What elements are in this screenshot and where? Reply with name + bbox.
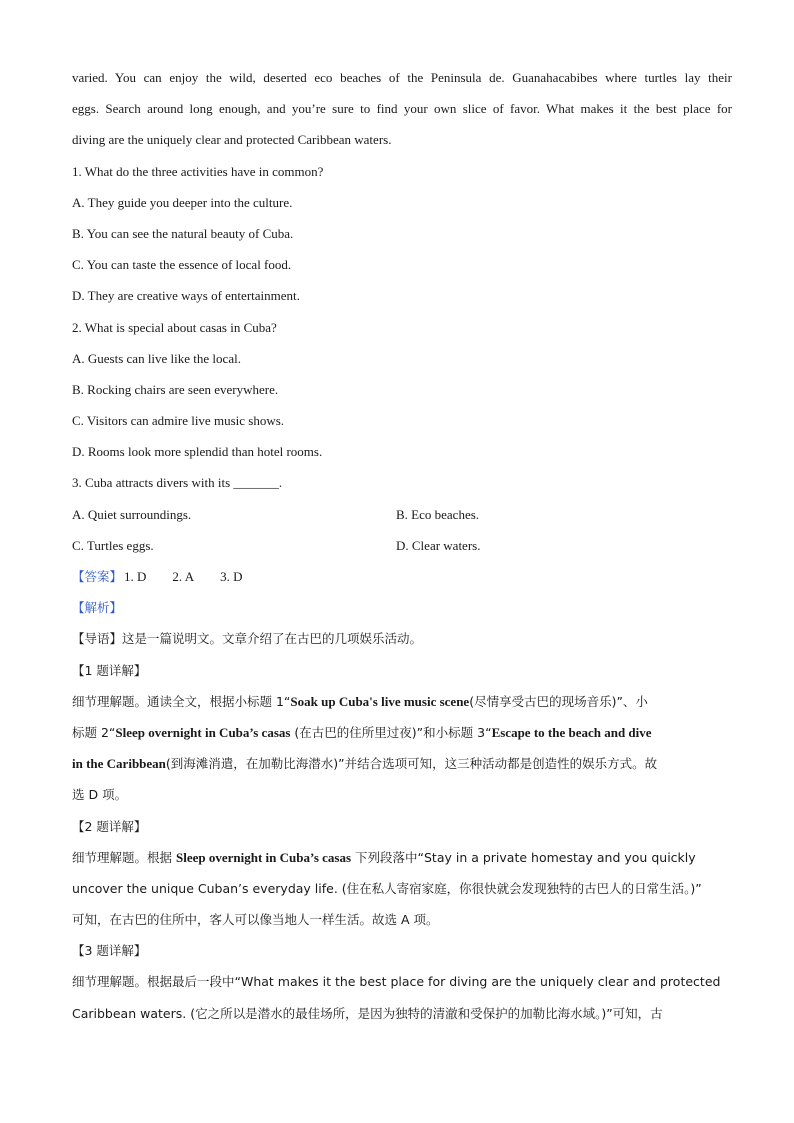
answer-2: 2. A [172, 569, 195, 584]
analysis-label: 【解析】 [72, 600, 123, 616]
detail-2-line-3: 可知，在古巴的住所中，客人可以像当地人一样生活。故选 A 项。 [72, 912, 439, 928]
answer-1: 1. D [124, 569, 147, 584]
question-3-options-row-2 [72, 530, 732, 561]
detail-1-line-1 [72, 686, 732, 717]
detail-1-text: 标题 2“ [72, 724, 116, 740]
answer-3: 3. D [220, 569, 243, 584]
detail-2-line-1 [72, 842, 732, 873]
question-2-option-d: D. Rooms look more splendid than hotel rooms. [72, 444, 323, 460]
detail-2-text: 细节理解题。根据 [72, 849, 176, 865]
question-1-option-a: A. They guide you deeper into the culture. [72, 194, 293, 210]
question-2-option-b: B. Rocking chairs are seen everywhere. [72, 381, 279, 397]
detail-3-heading: 【3 题详解】 [72, 943, 147, 959]
detail-1-text: 细节理解题。通读全文，根据小标题 1“ [72, 693, 291, 709]
question-3-option-b: B. Eco beaches. [396, 506, 480, 522]
guide-text: 这是一篇说明文。文章介绍了在古巴的几项娱乐活动。 [122, 631, 423, 647]
detail-1-subtitle-3: Escape to the beach and dive [491, 724, 652, 740]
question-3-option-c: C. Turtles eggs. [72, 537, 154, 553]
detail-2-text: 下列段落中“Stay in a private homestay and you quickly [351, 849, 696, 865]
question-1-stem: 1. What do the three activities have in common? [72, 163, 324, 179]
detail-3-line-1: 细节理解题。根据最后一段中“What makes it the best place for diving are the uniquely clear and protected [72, 974, 721, 990]
detail-2-line-2: uncover the unique Cuban’s everyday life. (住在私人寄宿家庭，你很快就会发现独特的古巴人的日常生活。)” [72, 880, 702, 896]
answer-label: 【答案】 [72, 569, 123, 584]
question-1-option-b: B. You can see the natural beauty of Cuba. [72, 225, 294, 241]
question-3-stem: 3. Cuba attracts divers with its _______. [72, 475, 283, 491]
question-3-options-row-1 [72, 499, 732, 530]
detail-1-line-4: 选 D 项。 [72, 787, 128, 803]
passage-line: diving are the uniquely clear and protected Caribbean waters. [72, 132, 392, 148]
question-2-option-a: A. Guests can live like the local. [72, 350, 241, 366]
question-3-option-d: D. Clear waters. [396, 537, 481, 553]
document-content [72, 62, 732, 1029]
detail-1-text: (到海滩消遣，在加勒比海潜水)”并结合选项可知，这三种活动都是创造性的娱乐方式。故 [165, 756, 658, 772]
answer-line [72, 561, 732, 592]
detail-1-line-2 [72, 717, 732, 748]
question-2-option-c: C. Visitors can admire live music shows. [72, 413, 285, 429]
detail-1-text: (在古巴的住所里过夜)”和小标题 3“ [290, 724, 492, 740]
detail-2-subtitle: Sleep overnight in Cuba’s casas [175, 849, 352, 865]
detail-1-subtitle-2: Sleep overnight in Cuba’s casas [115, 724, 291, 740]
question-2-stem: 2. What is special about casas in Cuba? [72, 319, 277, 335]
question-1-option-d: D. They are creative ways of entertainment. [72, 288, 300, 304]
passage-line: varied. You can enjoy the wild, deserted eco beaches of the Peninsula de. Guanahacabibes where turtles lay their [72, 70, 732, 85]
passage-line: eggs. Search around long enough, and you’re sure to find your own slice of favor. What makes it the best place for [72, 101, 732, 117]
guide-line [72, 623, 732, 654]
detail-1-line-3 [72, 748, 732, 779]
detail-1-subtitle-1: Soak up Cuba's live music scene [290, 693, 470, 709]
guide-label: 【导语】 [72, 631, 123, 647]
detail-1-subtitle-3-cont: in the Caribbean [72, 756, 166, 772]
detail-1-heading: 【1 题详解】 [72, 662, 147, 678]
question-1-option-c: C. You can taste the essence of local food. [72, 257, 292, 273]
question-3-option-a: A. Quiet surroundings. [72, 506, 192, 522]
detail-2-heading: 【2 题详解】 [72, 818, 147, 834]
analysis-heading [72, 592, 732, 623]
detail-1-text: (尽情享受古巴的现场音乐)”、小 [469, 693, 648, 709]
detail-3-line-2: Caribbean waters. (它之所以是潜水的最佳场所，是因为独特的清澈和受保护的加勒比海水域。)”可知，古 [72, 1005, 663, 1021]
